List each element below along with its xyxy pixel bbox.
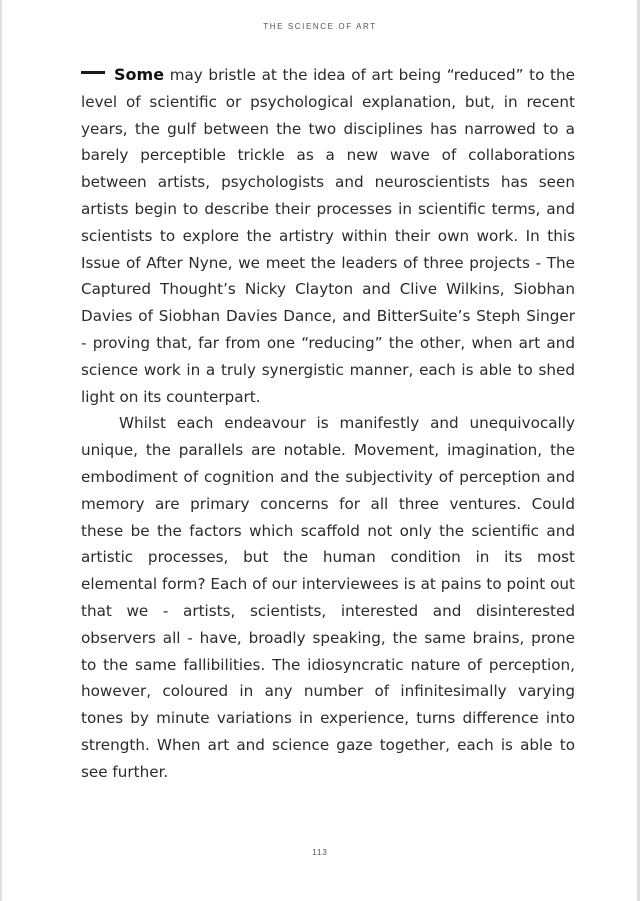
paragraph-1-text: may bristle at the idea of art being “reduced” to the level of scientific or psychological explanation, but, in recent years, the gulf between the two disciplines has narrowed to a barely perceptible trickle as a new wave of collaborations between artists, psychologists and neuroscientists has seen artists begin to describe their processes in scientific terms, and scientists to explore the artistry within their own work. In this Issue of After Nyne, we meet the leaders of three projects - The Captured Thought’s Nicky Clayton and Clive Wilkins, Siobhan Davies of Siobhan Davies Dance, and BitterSuite’s Steph Singer - proving that, far from one “reducing” the other, when art and science work in a truly synergistic manner, each is able to shed light on its counterpart. <box>81 66 575 406</box>
page-edge-left <box>0 0 2 901</box>
article-body <box>81 62 575 786</box>
lead-word: Some <box>114 65 165 84</box>
em-dash-rule <box>81 71 105 74</box>
paragraph-2: Whilst each endeavour is manifestly and unequivocally unique, the parallels are notable. Movement, imagination, the embodiment of cognition and the subjectivity of perception and memory are primary concerns for all three ventures. Could these be the factors which scaffold not only the scientific and artistic processes, but the human condition in its most elemental form? Each of our interviewees is at pains to point out that we - artists, scientists, interested and disinterested observers all - have, broadly speaking, the same brains, prone to the same fallibilities. The idiosyncratic nature of perception, however, coloured in any number of infinitesimally varying tones by minute variations in experience, turns difference into strength. When art and science gaze together, each is able to see further. <box>81 414 575 781</box>
running-header: THE SCIENCE OF ART <box>263 22 377 31</box>
paragraph-1 <box>81 62 575 410</box>
page-number: 113 <box>312 848 328 857</box>
